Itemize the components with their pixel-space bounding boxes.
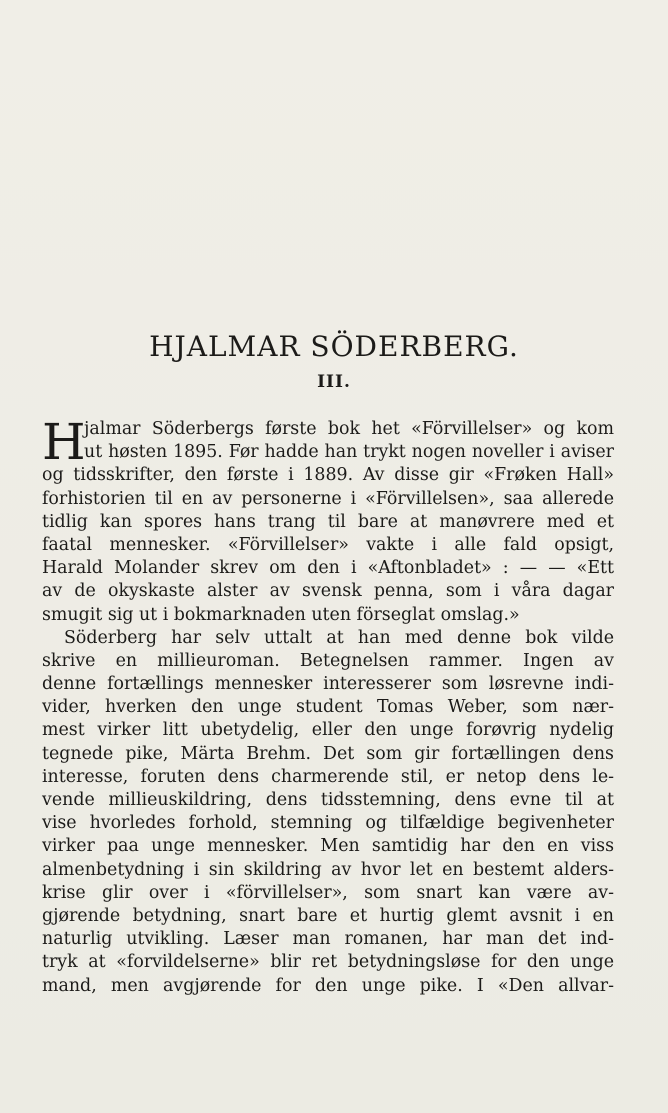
text-line: faatal mennesker. «Förvillelser» vakte i alle fald opsigt, — [42, 534, 614, 555]
text-line: smugit sig ut i bokmarknaden uten förseglat omslag.» — [42, 604, 520, 625]
text-line: denne fortællings mennesker interesserer som løsrevne indi- — [42, 674, 614, 695]
text-line: forhistorien til en av personerne i «Förvillelsen», saa allerede — [42, 488, 614, 509]
text-line: naturlig utvikling. Læser man romanen, har man det ind- — [42, 929, 614, 950]
text-line: skrive en millieuroman. Betegnelsen rammer. Ingen av — [42, 650, 614, 671]
text-line: og tidsskrifter, den første i 1889. Av disse gir «Frøken Hall» — [42, 465, 614, 486]
text-line: Söderberg har selv uttalt at han med denne bok vilde — [64, 627, 614, 648]
text-line: krise glir over i «förvillelser», som snart kan være av- — [42, 882, 614, 903]
text-line: Harald Molander skrev om den i «Aftonbladet» : — — «Ett — [42, 558, 614, 579]
text-line: vider, hverken den unge student Tomas Weber, som nær- — [42, 697, 614, 718]
text-line: tegnede pike, Märta Brehm. Det som gir fortællingen dens — [42, 743, 614, 764]
text-line: virker paa unge mennesker. Men samtidig har den en viss — [42, 836, 614, 857]
body-text — [42, 413, 614, 998]
text-line: ut høsten 1895. Før hadde han trykt nogen noveller i aviser — [84, 442, 614, 463]
text-line: vende millieuskildring, dens tidsstemning, dens evne til at — [42, 790, 614, 810]
text-line: tryk at «forvildelserne» blir ret betydningsløse for den unge — [42, 952, 614, 973]
text-line: mest virker litt ubetydelig, eller den unge forøvrig nydelig — [42, 720, 614, 741]
section-number: III. — [317, 372, 351, 392]
opening-block — [42, 413, 614, 471]
text-line: jalmar Söderbergs første bok het «Förvillelser» og kom — [84, 419, 614, 439]
chapter-title: HJALMAR SÖDERBERG. — [149, 330, 519, 363]
text-line: tidlig kan spores hans trang til bare at manøvrere med et — [42, 511, 614, 532]
text-line: gjørende betydning, snart bare et hurtig glemt avsnit i en — [42, 905, 614, 926]
text-line: mand, men avgjørende for den unge pike. I «Den allvar- — [42, 975, 614, 996]
text-line: interesse, foruten dens charmerende stil, er netop dens le- — [42, 766, 614, 787]
text-line: av de okyskaste alster av svensk penna, som i våra dagar — [42, 581, 614, 602]
text-line: almenbetydning i sin skildring av hvor let en bestemt alders- — [42, 859, 614, 880]
drop-cap: H — [42, 413, 86, 471]
text-line: vise hvorledes forhold, stemning og tilfældige begivenheter — [42, 813, 614, 834]
